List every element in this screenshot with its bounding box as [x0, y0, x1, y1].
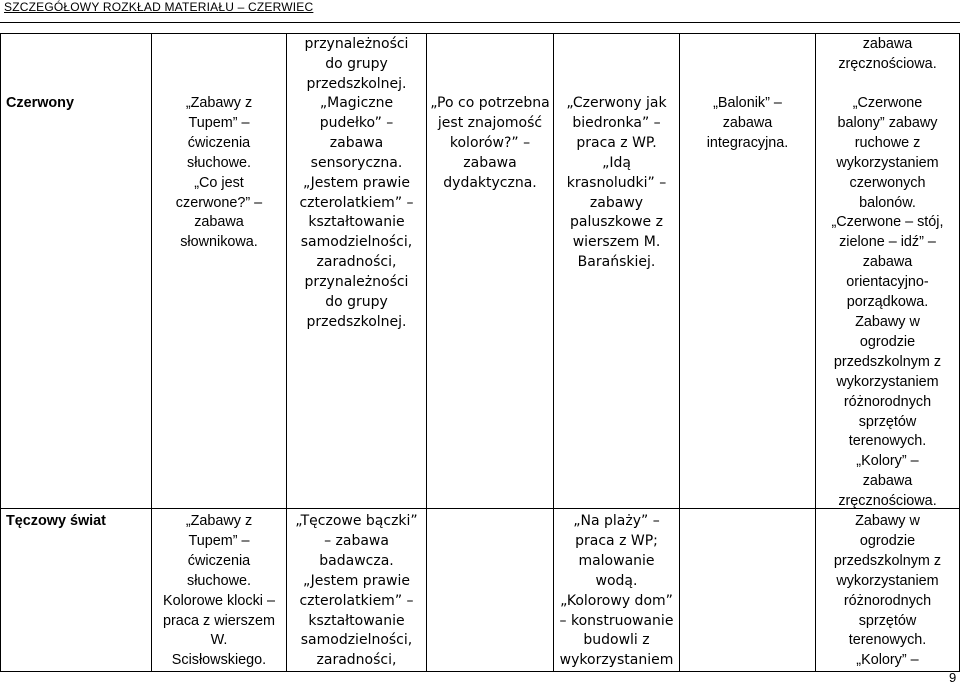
cell-text-line: Scisłowskiego.: [171, 652, 267, 669]
cell-text-line: przedszkolnym z: [833, 353, 942, 370]
cell-text-line: czterolatkiem” –: [299, 592, 414, 609]
cell-text-line: „Magiczne: [319, 95, 394, 111]
page-number: 9: [949, 670, 957, 685]
activity-cell-thu: [554, 94, 679, 273]
cell-text-line: zabawy: [589, 194, 644, 211]
cell-text-line: „Czerwone: [852, 95, 923, 111]
outdoor-cell: [816, 512, 959, 671]
activity-cell-wed: [427, 94, 553, 194]
cell-text-line: terenowych.: [848, 433, 927, 450]
activity-cell-tue: [287, 94, 426, 333]
cell-text-line: „Zabawy z: [185, 95, 253, 111]
cell-text-line: – konstruowanie: [559, 612, 674, 629]
cell-text-line: „Czerwone – stój,: [831, 214, 944, 231]
cell-text-line: przedszkolnym z: [833, 552, 942, 569]
cell-text-line: do grupy: [325, 55, 388, 72]
cell-text-line: zaradności,: [316, 254, 397, 271]
cell-text-line: „Co jest: [194, 174, 244, 191]
cell-text-line: ruchowe z: [854, 134, 921, 151]
cell-text-line: sprzętów: [858, 413, 917, 430]
cell-text-line: przynależności: [304, 274, 409, 291]
cell-text-line: terenowych.: [848, 632, 927, 649]
cell-text-line: pudełko” –: [319, 114, 394, 131]
cell-text-line: „Po co potrzebna: [430, 95, 550, 111]
cell-text-line: jest znajomość: [437, 114, 543, 131]
cell-text-line: „Jestem prawie: [303, 174, 410, 191]
cell-text-line: praca z WP.: [576, 134, 657, 151]
cell-text-line: krasnoludki” –: [566, 174, 667, 191]
cell-text-line: słuchowe.: [187, 572, 251, 589]
cell-text-line: „Tęczowe bączki”: [295, 513, 418, 529]
cell-text-line: badawcza.: [319, 552, 394, 569]
cell-text-line: kształtowanie: [308, 214, 405, 231]
cell-text-line: „Kolorowy dom”: [560, 592, 673, 609]
outdoor-cell: [816, 94, 959, 512]
cell-text-line: zaradności,: [316, 652, 397, 669]
cell-text-line: różnorodnych: [843, 393, 932, 410]
activity-cell-tue: [287, 512, 426, 671]
cell-text-line: czerwonych: [849, 174, 926, 191]
cell-text-line: praca z WP;: [575, 532, 658, 549]
cell-text-line: „Na plaży” –: [573, 513, 660, 529]
cell-text-line: zabawa: [862, 473, 913, 490]
cell-text-line: „Jestem prawie: [303, 572, 410, 589]
cell-text-line: samodzielności,: [300, 234, 413, 251]
cell-text-line: ćwiczenia: [187, 134, 251, 151]
cell-text-line: wykorzystaniem: [836, 572, 939, 589]
cell-text-line: zabawa: [862, 254, 913, 271]
cell-text-line: ćwiczenia: [187, 552, 251, 569]
cell-text-line: słuchowe.: [187, 154, 251, 171]
cell-text-line: „Zabawy z: [185, 513, 253, 529]
cell-text-line: orientacyjno-: [846, 274, 929, 291]
cell-text-line: wykorzystaniem: [836, 154, 939, 171]
theme-label-czerwony: Czerwony: [6, 95, 74, 111]
cell-text-line: „Kolory” –: [856, 453, 919, 470]
cell-text-line: W.: [210, 632, 228, 649]
cell-text-line: „Kolory” –: [856, 652, 919, 669]
cell-text-line: paluszkowe z: [570, 214, 663, 231]
cell-text-line: „Czerwony jak: [566, 95, 667, 111]
theme-label-teczowy-swiat: Tęczowy świat: [6, 513, 106, 529]
cell-text-line: kształtowanie: [308, 612, 405, 629]
cell-text-line: przedszkolnej.: [306, 313, 407, 330]
cell-text-line: porządkowa.: [846, 294, 929, 311]
cell-text-line: zielone – idź” –: [839, 234, 936, 251]
cell-text-line: wierszem M.: [572, 234, 661, 251]
cell-text-line: integracyjna.: [706, 134, 789, 151]
cell-text-line: wykorzystaniem: [836, 373, 939, 390]
header-rule: [0, 22, 960, 23]
cell-text-line: budowli z: [583, 632, 650, 649]
cell-text-line: Tupem” –: [188, 532, 250, 549]
cell-text-line: samodzielności,: [300, 632, 413, 649]
activity-cell-mon: [152, 512, 286, 671]
cell-text-line: „Idą: [602, 154, 631, 171]
cell-text-line: balonów.: [859, 194, 916, 211]
cell-text-line: zabawa: [194, 214, 244, 231]
cell-text-line: sensoryczna.: [310, 154, 403, 171]
cell-text-line: sprzętów: [858, 612, 917, 629]
cell-text-line: kolorów?” –: [449, 134, 531, 151]
cell-text-line: różnorodnych: [843, 592, 932, 609]
page-header-title: SZCZEGÓŁOWY ROZKŁAD MATERIAŁU – CZERWIEC: [4, 0, 314, 14]
activity-cell-fri: [680, 94, 815, 154]
cell-text-line: słownikowa.: [180, 234, 258, 251]
cell-text-line: biedronka” –: [572, 114, 661, 131]
activity-cell-mon: [152, 94, 286, 253]
cell-text-line: przynależności: [304, 36, 409, 52]
cell-text-line: zabawa: [463, 154, 517, 171]
cell-text-line: Barańskiej.: [577, 254, 656, 271]
cell-text-line: przedszkolnej.: [306, 75, 407, 92]
cell-text-line: zabawa: [329, 134, 384, 151]
cell-text-line: Tupem” –: [188, 114, 250, 131]
cell-text-line: czterolatkiem” –: [299, 194, 414, 211]
cell-text-line: ogrodzie: [859, 333, 916, 350]
cell-text-line: zabawa: [722, 114, 773, 131]
cell-text-line: do grupy: [325, 294, 388, 311]
cell-text-line: zabawa: [862, 36, 913, 52]
outdoor-cell-continued: [816, 35, 959, 75]
cell-text-line: „Balonik” –: [713, 95, 782, 111]
activity-cell-thu: [554, 512, 679, 671]
cell-text-line: dydaktyczna.: [443, 174, 537, 191]
cell-text-line: balony” zabawy: [837, 114, 938, 131]
table-top-border: [0, 33, 960, 34]
cell-text-line: wodą.: [595, 572, 638, 589]
cell-text-line: Zabawy w: [855, 513, 920, 529]
cell-text-line: czerwone?” –: [175, 194, 263, 211]
cell-text-line: – zabawa: [324, 532, 389, 549]
cell-text-line: Kolorowe klocki –: [163, 592, 275, 609]
cell-text-line: praca z wierszem: [163, 612, 275, 629]
cell-text-line: wykorzystaniem: [559, 652, 674, 669]
cell-text-line: zręcznościowa.: [838, 493, 937, 510]
column-border: [0, 33, 1, 672]
cell-text-line: Zabawy w: [855, 313, 920, 330]
activity-cell-tue-continued: [287, 35, 426, 95]
cell-text-line: zręcznościowa.: [838, 55, 937, 72]
cell-text-line: ogrodzie: [859, 532, 916, 549]
cell-text-line: malowanie: [578, 552, 655, 569]
